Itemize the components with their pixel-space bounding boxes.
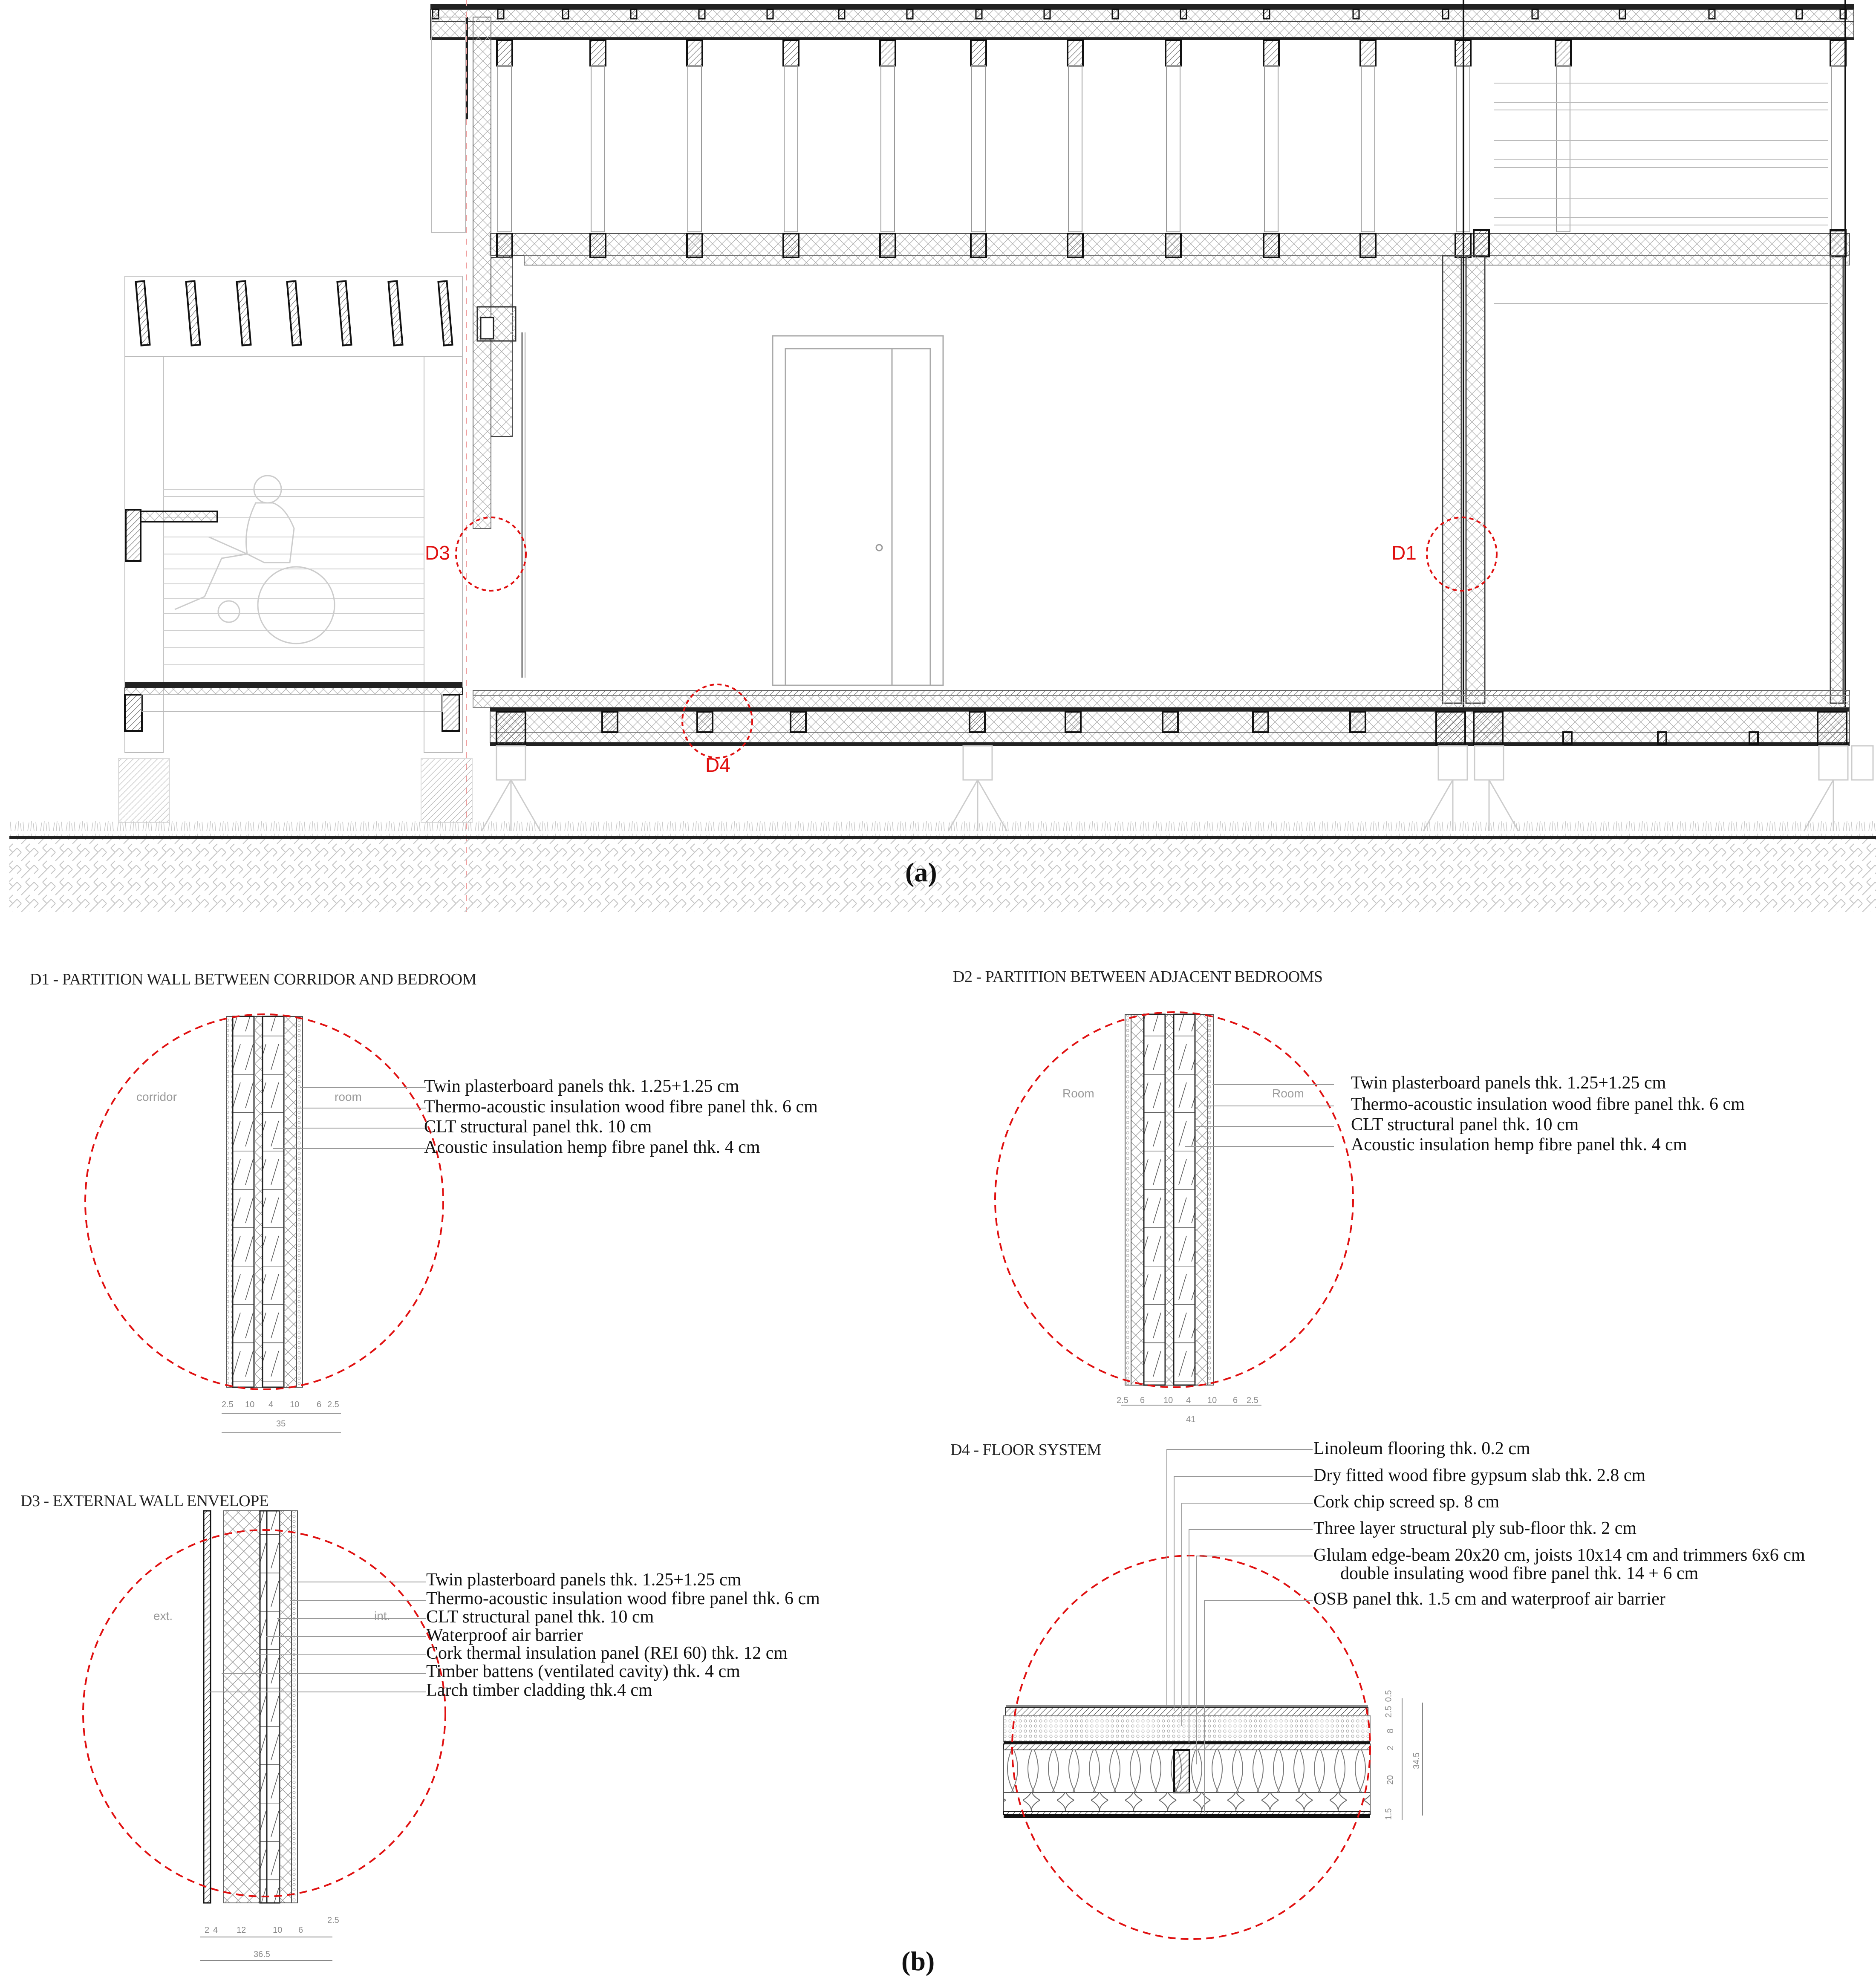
d1-dim-6: 2.5 bbox=[327, 1400, 339, 1409]
d4-floor-section bbox=[1004, 1705, 1370, 1818]
d2-dim-6: 6 bbox=[1233, 1396, 1238, 1405]
d2-dim-1: 2.5 bbox=[1117, 1396, 1128, 1405]
d3-layer-6: Timber battens (ventilated cavity) thk. 4 cm bbox=[426, 1662, 740, 1681]
d1-layer-3: CLT structural panel thk. 10 cm bbox=[424, 1117, 652, 1137]
d4-dim-3: 8 bbox=[1386, 1728, 1396, 1734]
callout-label-d3: D3 bbox=[425, 542, 450, 564]
d3-dim-1: 2 bbox=[205, 1925, 210, 1935]
d1-dim-4: 10 bbox=[290, 1400, 300, 1409]
d4-total: 34.5 bbox=[1411, 1752, 1421, 1769]
d1-total: 35 bbox=[276, 1419, 286, 1429]
d2-layer-4: Acoustic insulation hemp fibre panel thk. 4 cm bbox=[1351, 1135, 1687, 1155]
d4-layer-5: Glulam edge-beam 20x20 cm, joists 10x14 cm and trimmers 6x6 cm bbox=[1313, 1545, 1805, 1565]
d3-dim-2: 4 bbox=[213, 1925, 218, 1935]
d1-side-right: room bbox=[335, 1090, 362, 1103]
d4-dim-4: 2 bbox=[1386, 1745, 1396, 1751]
d4-dim-2: 2.5 bbox=[1384, 1706, 1394, 1718]
d2-dim-2: 6 bbox=[1140, 1396, 1145, 1405]
callout-label-d1: D1 bbox=[1391, 542, 1417, 564]
d3-layer-4: Waterproof air barrier bbox=[426, 1625, 583, 1645]
d1-layer-2: Thermo-acoustic insulation wood fibre panel thk. 6 cm bbox=[424, 1097, 818, 1117]
d2-layer-1: Twin plasterboard panels thk. 1.25+1.25 cm bbox=[1351, 1073, 1666, 1093]
d2-dim-4: 4 bbox=[1186, 1396, 1191, 1405]
d3-layer-2: Thermo-acoustic insulation wood fibre panel thk. 6 cm bbox=[426, 1589, 820, 1608]
d2-layer-3: CLT structural panel thk. 10 cm bbox=[1351, 1115, 1579, 1134]
d4-title: D4 - FLOOR SYSTEM bbox=[950, 1441, 1101, 1459]
d4-layer-6: OSB panel thk. 1.5 cm and waterproof air barrier bbox=[1313, 1589, 1665, 1609]
d4-layer-3: Cork chip screed sp. 8 cm bbox=[1313, 1492, 1500, 1512]
d3-dim-4: 10 bbox=[273, 1925, 283, 1935]
d2-side-right: Room bbox=[1272, 1087, 1304, 1100]
d1-layer-4: Acoustic insulation hemp fibre panel thk. 4 cm bbox=[424, 1137, 760, 1157]
d1-side-left: corridor bbox=[136, 1090, 177, 1103]
d3-layer-7: Larch timber cladding thk.4 cm bbox=[426, 1680, 652, 1700]
figure-label-b: (b) bbox=[901, 1946, 935, 1976]
d1-title: D1 - PARTITION WALL BETWEEN CORRIDOR AND BEDROOM bbox=[30, 970, 476, 988]
d3-dim-5: 6 bbox=[298, 1925, 303, 1935]
d3-title: D3 - EXTERNAL WALL ENVELOPE bbox=[20, 1492, 269, 1510]
d3-total: 36.5 bbox=[254, 1950, 270, 1959]
d3-layer-5: Cork thermal insulation panel (REI 60) thk. 12 cm bbox=[426, 1643, 788, 1663]
d2-dim-3: 10 bbox=[1163, 1396, 1173, 1405]
figure-label-a: (a) bbox=[905, 857, 937, 887]
callout-label-d4: D4 bbox=[705, 754, 730, 776]
d1-dim-5: 6 bbox=[317, 1400, 322, 1409]
d1-layer-1: Twin plasterboard panels thk. 1.25+1.25 cm bbox=[424, 1077, 739, 1096]
d3-dim-6: 2.5 bbox=[327, 1916, 339, 1925]
d3-layer-1: Twin plasterboard panels thk. 1.25+1.25 cm bbox=[426, 1570, 742, 1590]
d3-side-right: int. bbox=[374, 1609, 390, 1622]
d3-layer-3: CLT structural panel thk. 10 cm bbox=[426, 1607, 654, 1627]
d1-dim-1: 2.5 bbox=[222, 1400, 234, 1409]
d2-dim-5: 10 bbox=[1207, 1396, 1217, 1405]
d4-layer-2: Dry fitted wood fibre gypsum slab thk. 2.8 cm bbox=[1313, 1466, 1646, 1485]
d1-wall-section bbox=[227, 1016, 303, 1387]
d3-dim-3: 12 bbox=[237, 1925, 246, 1935]
d4-layer-5b: double insulating wood fibre panel thk. 14 + 6 cm bbox=[1340, 1564, 1699, 1583]
d2-wall-section bbox=[1125, 1014, 1214, 1385]
d3-wall-section bbox=[204, 1511, 297, 1903]
d4-dim-1: 0.5 bbox=[1384, 1690, 1394, 1702]
d4-dim-5: 20 bbox=[1385, 1775, 1395, 1785]
d2-title: D2 - PARTITION BETWEEN ADJACENT BEDROOMS bbox=[953, 968, 1323, 986]
d4-layer-1: Linoleum flooring thk. 0.2 cm bbox=[1313, 1439, 1530, 1458]
d2-layer-2: Thermo-acoustic insulation wood fibre panel thk. 6 cm bbox=[1351, 1094, 1745, 1114]
d2-dim-7: 2.5 bbox=[1247, 1396, 1258, 1405]
d1-dim-3: 4 bbox=[268, 1400, 274, 1409]
d1-dim-2: 10 bbox=[245, 1400, 255, 1409]
d4-layer-4: Three layer structural ply sub-floor thk. 2 cm bbox=[1313, 1518, 1637, 1538]
d2-side-left: Room bbox=[1062, 1087, 1094, 1100]
d4-dim-6: 1.5 bbox=[1384, 1808, 1394, 1820]
d3-side-left: ext. bbox=[153, 1609, 173, 1622]
d2-total: 41 bbox=[1186, 1415, 1196, 1424]
